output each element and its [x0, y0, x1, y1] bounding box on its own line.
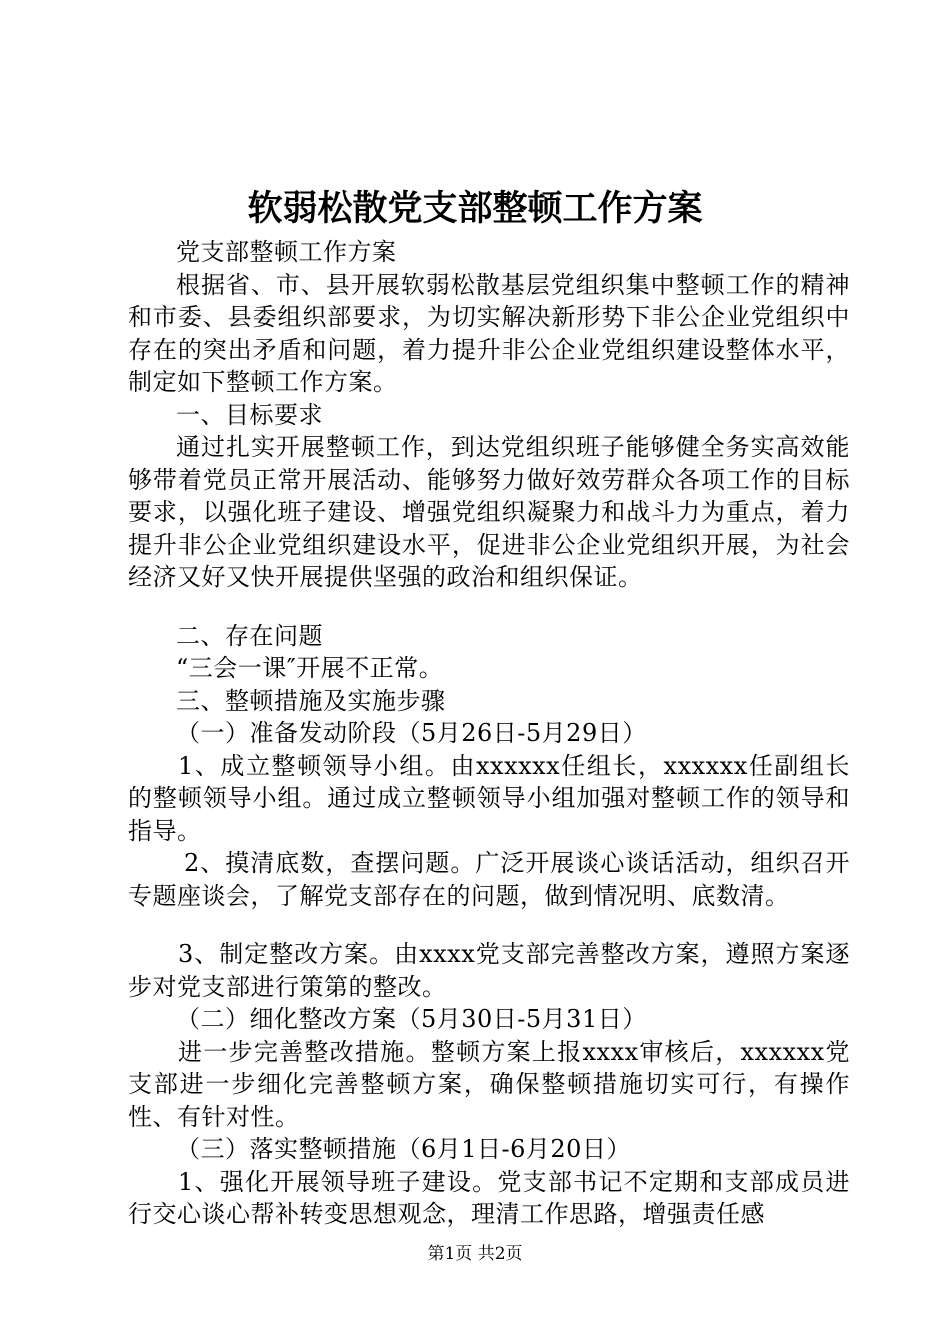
paragraph-gap [128, 594, 850, 620]
intro-paragraph: 根据省、市、县开展软弱松散基层党组织集中整顿工作的精神和市委、县委组织部要求，为切实解决新形势下非公企业党组织中存在的突出矛盾和问题，着力提升非公企业党组织建设整体水平，制定如下整顿工作方案。 [128, 270, 850, 396]
document-title: 软弱松散党支部整顿工作方案 [247, 188, 703, 229]
problems-paragraph: “三会一课″开展不正常。 [176, 654, 444, 682]
subtitle-paragraph: 党支部整顿工作方案 [176, 238, 397, 266]
phase-one-item-1: 1、成立整顿领导小组。由xxxxxx任组长，xxxxxx任副组长的整顿领导小组。通过成立整顿领导小组加强对整顿工作的领导和指导。 [128, 751, 850, 845]
phase-three-item-1: 1、强化开展领导班子建设。党支部书记不定期和支部成员进行交心谈心帮补转变思想观念，理清工作思路，增强责任感 [128, 1167, 850, 1228]
section-heading-measures: 三、整顿措施及实施步骤 [176, 686, 446, 715]
phase-one-heading: （一）准备发动阶段（5月26日-5月29日） [176, 719, 647, 747]
phase-one-item-3: 3、制定整改方案。由xxxx党支部完善整改方案，遵照方案逐步对党支部进行策第的整改。 [128, 940, 850, 1001]
phase-three-heading: （三）落实整顿措施（6月1日-6月20日） [176, 1135, 631, 1163]
page-footer: 第1页 共2页 [427, 1244, 523, 1264]
phase-two-paragraph: 进一步完善整改措施。整顿方案上报xxxx审核后，xxxxxx党支部进一步细化完善整顿方案，确保整顿措施切实可行，有操作性、有针对性。 [128, 1037, 850, 1131]
goals-paragraph: 通过扎实开展整顿工作，到达党组织班子能够健全务实高效能够带着党员正常开展活动、能够努力做好效劳群众各项工作的目标要求，以强化班子建设、增强党组织凝聚力和战斗力为重点，着力提升非公企业党组织建设水平，促进非公企业党组织开展，为社会经济又好又快开展提供坚强的政治和组织保证。 [128, 433, 850, 591]
phase-one-item-2: 2、摸清底数，查摆问题。广泛开展谈心谈话活动，组织召开专题座谈会，了解党支部存在的问题，做到情况明、底数清。 [128, 849, 850, 910]
paragraph-gap [128, 912, 850, 938]
phase-two-heading: （二）细化整改方案（5月30日-5月31日） [176, 1005, 647, 1033]
document-body [128, 236, 850, 1231]
section-heading-problems: 二、存在问题 [176, 621, 323, 650]
section-heading-goals: 一、目标要求 [176, 400, 323, 429]
